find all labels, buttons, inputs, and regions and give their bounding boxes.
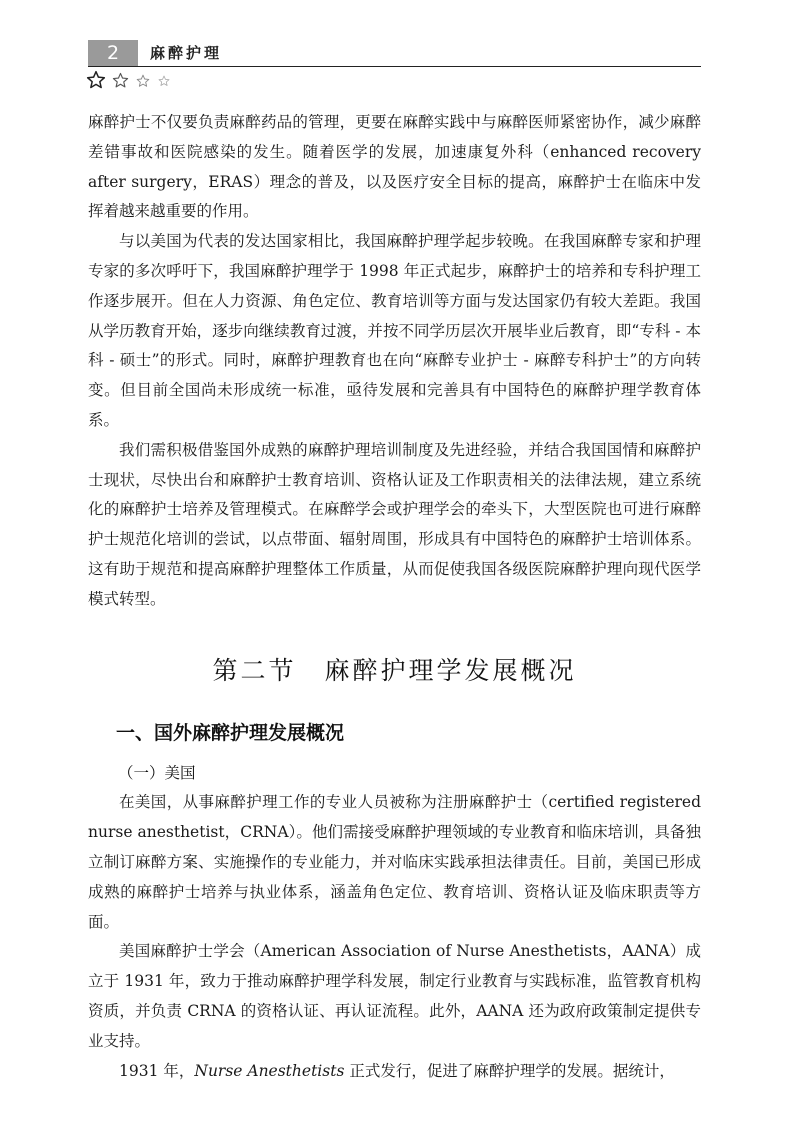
star-outline-icon (158, 75, 170, 87)
page-body (88, 108, 701, 1086)
page-number: 2 (88, 40, 138, 66)
header-rule (88, 66, 701, 67)
body-paragraph: 美国麻醉护士学会（American Association of Nurse Anesthetists，AANA）成立于 1931 年，致力于推动麻醉护理学科发展，制定行业教育与实践标准，监管教育机构资质，并负责 CRNA 的资格认证、再认证流程。此外，AANA 还为政府政策制定提供专业支持。 (88, 942, 701, 1050)
body-paragraph (88, 1057, 701, 1087)
body-paragraph: 在美国，从事麻醉护理工作的专业人员被称为注册麻醉护士（certified registered nurse anesthetist，CRNA）。他们需接受麻醉护理领域的专业教育和临床培训，具备独立制订麻醉方案、实施操作的专业能力，并对临床实践承担法律责任。目前，美国已形成成熟的麻醉护士培养与执业体系，涵盖角色定位、教育培训、资格认证及临床职责等方面。 (88, 793, 701, 931)
star-decoration (86, 70, 186, 90)
running-header-title: 麻醉护理 (150, 44, 223, 62)
journal-title: Nurse Anesthetists (194, 1061, 345, 1080)
subsubsection-heading: （一）美国 (118, 763, 196, 782)
star-outline-icon (112, 72, 129, 89)
body-paragraph: 与以美国为代表的发达国家相比，我国麻醉护理学起步较晚。在我国麻醉专家和护理专家的多次呼吁下，我国麻醉护理学于 1998 年正式起步，麻醉护士的培养和专科护理工作逐步展开。但在人力资源、角色定位、教育培训等方面与发达国家仍有较大差距。我国从学历教育开始，逐步向继续教育过渡，并按不同学历层次开展毕业后教育，即“专科 - 本科 - 硕士”的形式。同时，麻醉护理教育也在向“麻醉专业护士 - 麻醉专科护士”的方向转变。但目前全国尚未形成统一标准，亟待发展和完善具有中国特色的麻醉护理学教育体系。 (88, 232, 701, 429)
star-outline-icon (136, 74, 150, 88)
text-run: 正式发行，促进了麻醉护理学的发展。据统计， (344, 1061, 675, 1080)
section-title: 第二节 麻醉护理学发展概况 (212, 655, 577, 685)
body-paragraph: 我们需积极借鉴国外成熟的麻醉护理培训制度及先进经验，并结合我国国情和麻醉护士现状，尽快出台和麻醉护士教育培训、资格认证及工作职责相关的法律法规，建立系统化的麻醉护士培养及管理模式。在麻醉学会或护理学会的牵头下，大型医院也可进行麻醉护士规范化培训的尝试，以点带面、辐射周围，形成具有中国特色的麻醉护士培训体系。这有助于规范和提高麻醉护理整体工作质量，从而促使我国各级医院麻醉护理向现代医学模式转型。 (88, 440, 701, 608)
star-outline-icon (86, 70, 106, 90)
body-paragraph: 麻醉护士不仅要负责麻醉药品的管理，更要在麻醉实践中与麻醉医师紧密协作，减少麻醉差错事故和医院感染的发生。随着医学的发展，加速康复外科（enhanced recovery after surgery，ERAS）理念的普及，以及医疗安全目标的提高，麻醉护士在临床中发挥着越来越重要的作用。 (88, 113, 701, 221)
subsection-heading: 一、国外麻醉护理发展概况 (116, 721, 345, 744)
text-run: 1931 年， (119, 1061, 195, 1080)
running-header (88, 40, 701, 66)
